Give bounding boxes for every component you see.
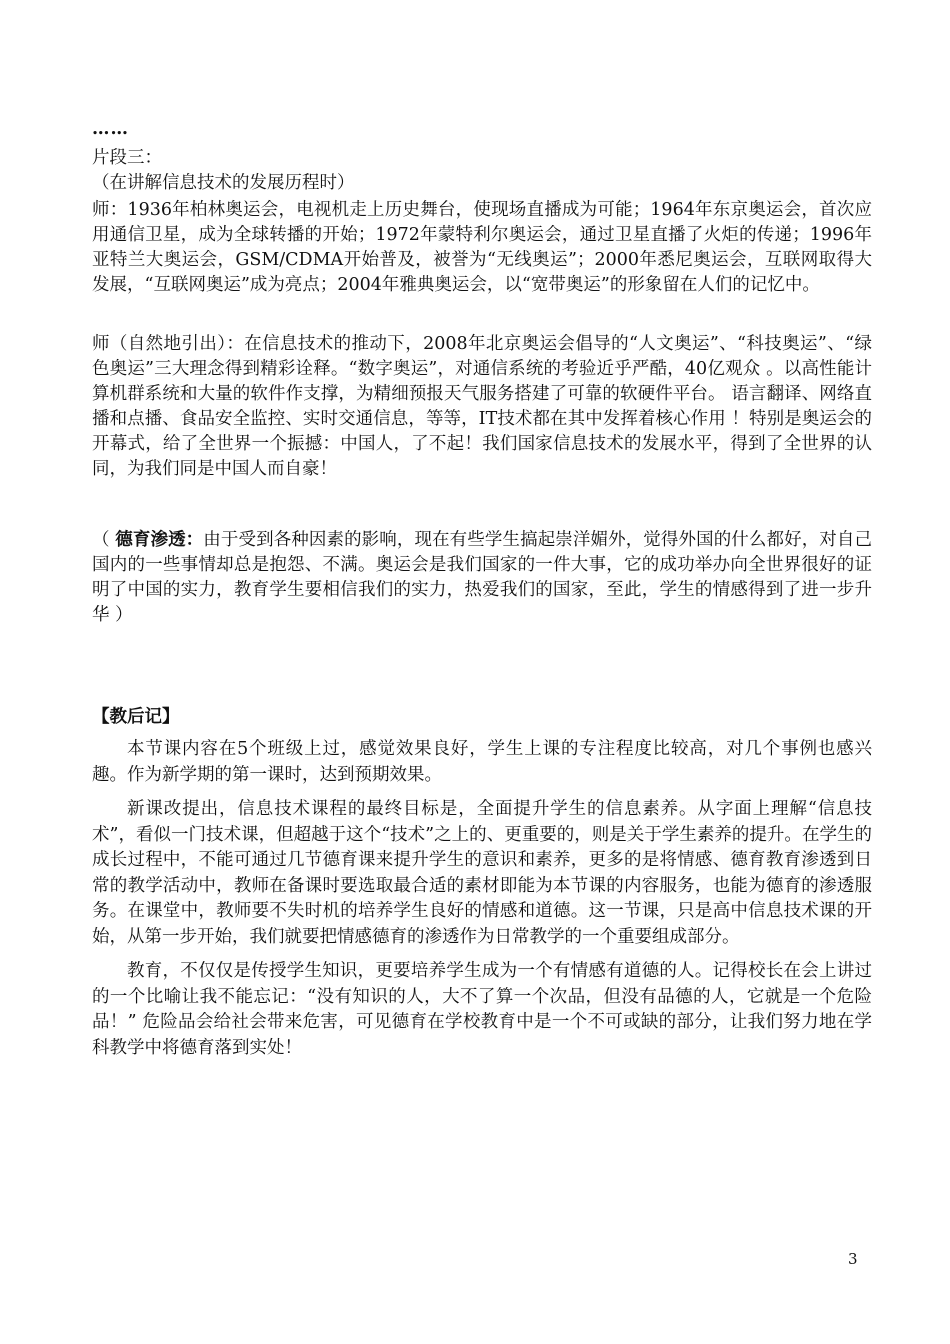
afterword-paragraph-2: 新课改提出，信息技术课程的最终目标是，全面提升学生的信息素养。从字面上理解“信息技术”，看似一门技术课，但超越于这个“技术”之上的、更重要的，则是关于学生素养的提升。在学生的成长过程中，不能可通过几节德育课来提升学生的意识和素养，更多的是将情感、德育教育渗透到日常的教学活动中，教师在备课时要选取最合适的素材即能为本节课的内容服务，也能为德育的渗透服务。在课堂中，教师要不失时机的培养学生良好的情感和道德。这一节课，只是高中信息技术课的开始，从第一步开始，我们就要把情感德育的渗透作为日常教学的一个重要组成部分。 xyxy=(92,799,872,947)
moral-label: 德育渗透： xyxy=(115,530,204,550)
fragment-header xyxy=(92,146,872,196)
fragment-title: 片段三： xyxy=(92,148,162,168)
moral-education-note xyxy=(92,528,872,628)
moral-paragraph xyxy=(92,528,872,628)
afterword-body xyxy=(92,737,872,1070)
afterword-paragraph-1: 本节课内容在5个班级上过，感觉效果良好，学生上课的专注程度比较高，对几个事例也感兴趣。作为新学期的第一课时，达到预期效果。 xyxy=(92,739,872,785)
page-number: 3 xyxy=(848,1250,858,1268)
fragment-context: （在讲解信息技术的发展历程时） xyxy=(92,173,355,193)
afterword-heading: 【教后记】 xyxy=(92,707,180,727)
moral-text: 由于受到各种因素的影响，现在有些学生搞起崇洋媚外，觉得外国的什么都好，对自己国内的一些事情却总是抱怨、不满。奥运会是我们国家的一件大事，它的成功举办向全世界很好的证明了中国的实力，教育学生要相信我们的实力，热爱我们的国家，至此，学生的情感得到了进一步升华 ） xyxy=(92,530,872,625)
teacher-text-2: 师（自然地引出）：在信息技术的推动下，2008年北京奥运会倡导的“人文奥运”、“科技奥运”、“绿色奥运”三大理念得到精彩诠释。“数字奥运”，对通信系统的考验近乎严酷，40亿观众 。以高性能计算机群系统和大量的软件作支撑，为精细预报天气服务搭建了可靠的软硬件平台。 语言翻译、网络直播和点播、食品安全监控、实时交通信息，等等，IT技术都在其中发挥着核心作用 ！特别是奥运会的开幕式，给了全世界一个振撼：中国人，了不起！我们国家信息技术的发展水平，得到了全世界的认同，为我们同是中国人而自豪！ xyxy=(92,334,872,479)
moral-open-paren: （ xyxy=(92,530,116,550)
teacher-text-1: 师：1936年柏林奥运会，电视机走上历史舞台，使现场直播成为可能；1964年东京奥运会，首次应用通信卫星，成为全球转播的开始；1972年蒙特利尔奥运会，通过卫星直播了火炬的传递；1996年亚特兰大奥运会，GSM/CDMA开始普及，被誉为“无线奥运”；2000年悉尼奥运会，互联网取得大发展，“互联网奥运”成为亮点；2004年雅典奥运会，以“宽带奥运”的形象留在人们的记忆中。 xyxy=(92,200,872,295)
afterword-paragraph-3: 教育，不仅仅是传授学生知识，更要培养学生成为一个有情感有道德的人。记得校长在会上讲过的一个比喻让我不能忘记：“没有知识的人，大不了算一个次品，但没有品德的人，它就是一个危险品！” 危险品会给社会带来危害，可见德育在学校教育中是一个不可或缺的部分，让我们努力地在学科教学中将德育落到实处！ xyxy=(92,961,872,1058)
teacher-paragraph-2 xyxy=(92,332,872,482)
teacher-paragraph-1 xyxy=(92,198,872,298)
ellipsis: …… xyxy=(92,119,129,139)
